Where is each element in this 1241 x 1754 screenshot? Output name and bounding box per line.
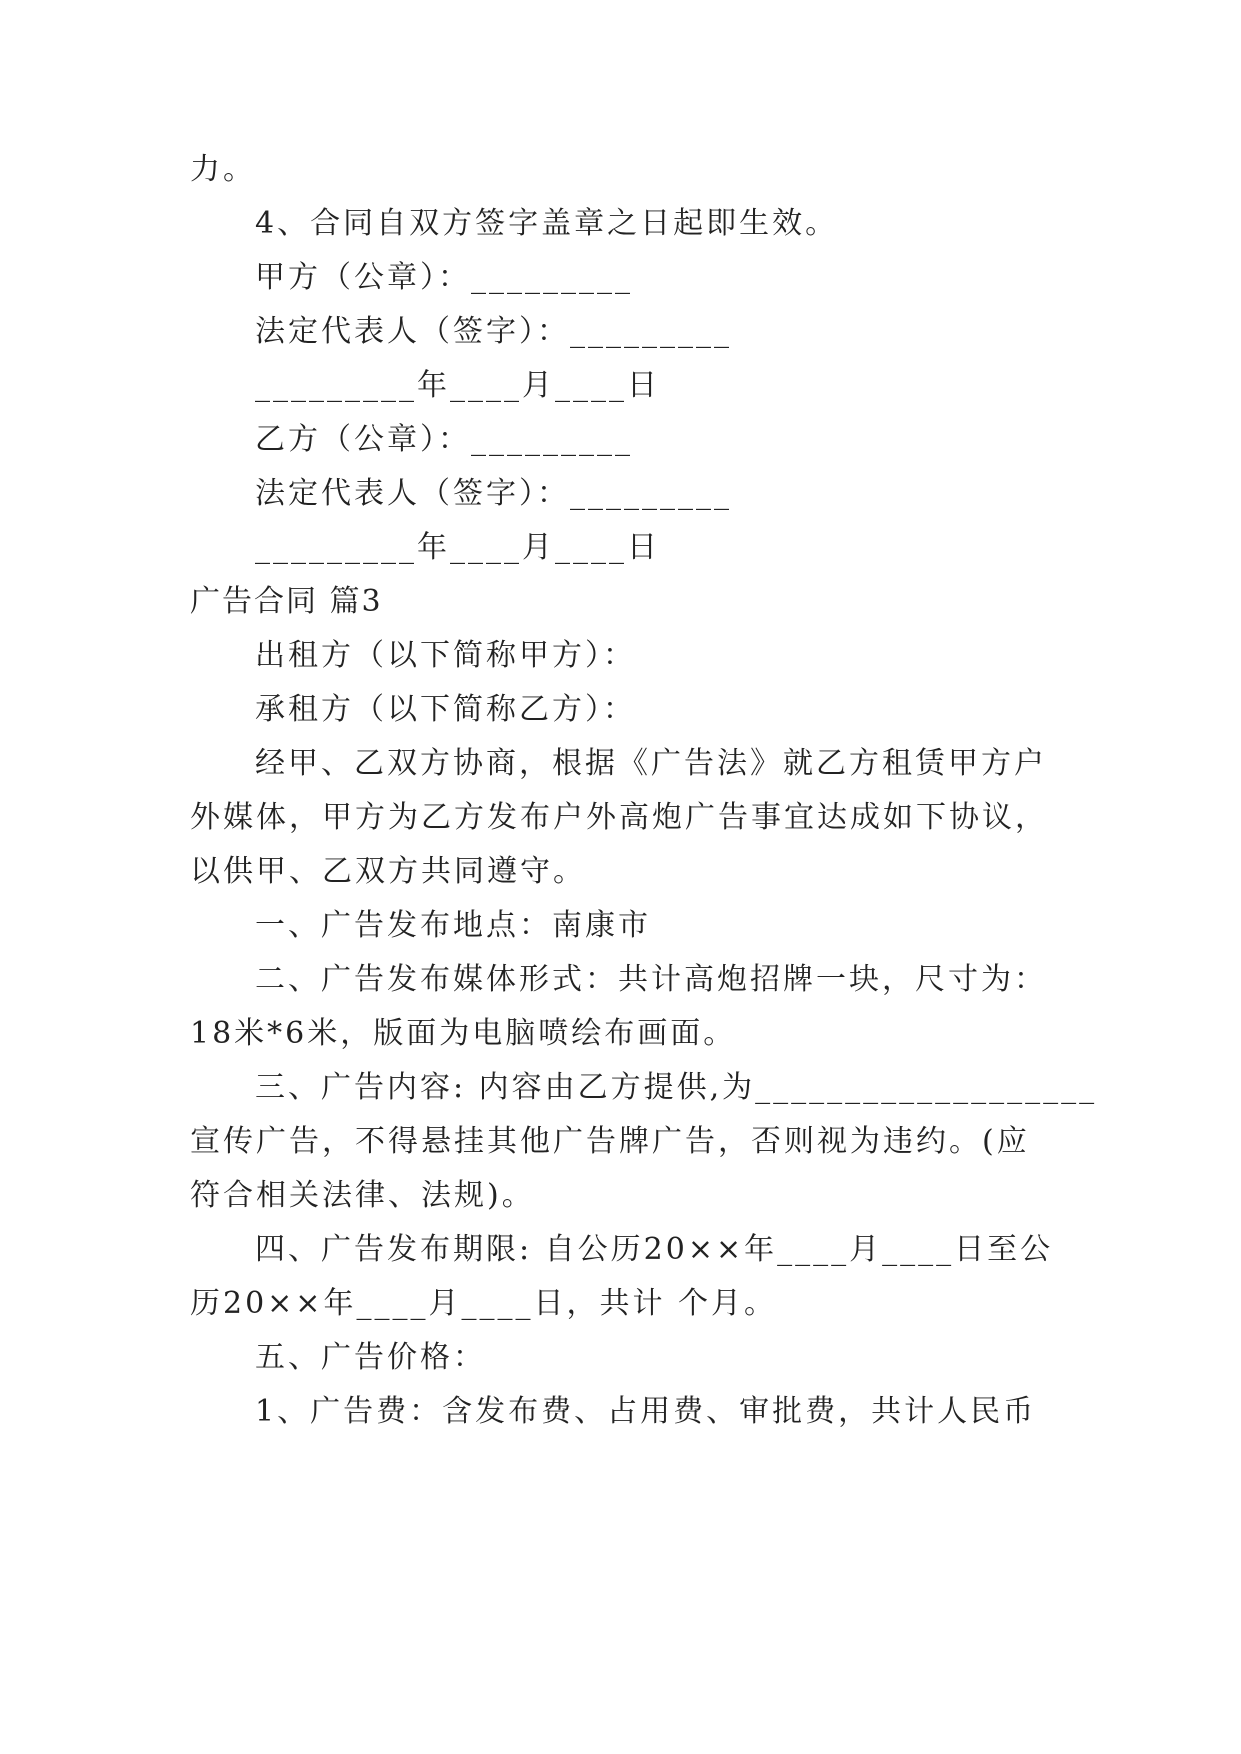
preamble-line: 经甲、乙双方协商，根据《广告法》就乙方租赁甲方户 <box>255 746 1047 781</box>
clause-2-media: 二、广告发布媒体形式：共计高炮招牌一块，尺寸为： <box>255 962 1047 997</box>
party-b-seal: 乙方（公章）：_________ <box>255 422 633 457</box>
clause-3-content: 三、广告内容: 内容由乙方提供,为___________________ <box>255 1070 1098 1105</box>
clause-4-period-cont: 历20××年____月____日，共计 个月。 <box>190 1286 777 1321</box>
section-heading: 广告合同 篇3 <box>190 584 383 619</box>
clause-2-media-cont: 18米*6米，版面为电脑喷绘布画面。 <box>190 1016 737 1051</box>
clause-3-content-cont: 宣传广告，不得悬挂其他广告牌广告，否则视为违约。(应 <box>190 1124 1030 1159</box>
party-a-representative: 法定代表人（签字）：_________ <box>255 314 732 349</box>
clause-3-content-cont: 符合相关法律、法规)。 <box>190 1178 535 1213</box>
text-line: 力。 <box>190 152 256 187</box>
party-a-seal: 甲方（公章）：_________ <box>255 260 633 295</box>
lessee-line: 承租方（以下简称乙方）： <box>255 692 636 727</box>
price-item-1: 1、广告费：含发布费、占用费、审批费，共计人民币 <box>255 1394 1037 1429</box>
preamble-line: 外媒体，甲方为乙方发布户外高炮广告事宜达成如下协议， <box>190 800 1048 835</box>
party-b-representative: 法定代表人（签字）：_________ <box>255 476 732 511</box>
clause-4-effective: 4、合同自双方签字盖章之日起即生效。 <box>255 206 839 241</box>
lessor-line: 出租方（以下简称甲方）： <box>255 638 636 673</box>
clause-4-period: 四、广告发布期限: 自公历20××年____月____日至公 <box>255 1232 1054 1267</box>
clause-5-price: 五、广告价格： <box>255 1340 486 1375</box>
preamble-line: 以供甲、乙双方共同遵守。 <box>190 854 586 889</box>
clause-1-location: 一、广告发布地点：南康市 <box>255 908 651 943</box>
party-b-date: _________年____月____日 <box>255 530 660 565</box>
party-a-date: _________年____月____日 <box>255 368 660 403</box>
